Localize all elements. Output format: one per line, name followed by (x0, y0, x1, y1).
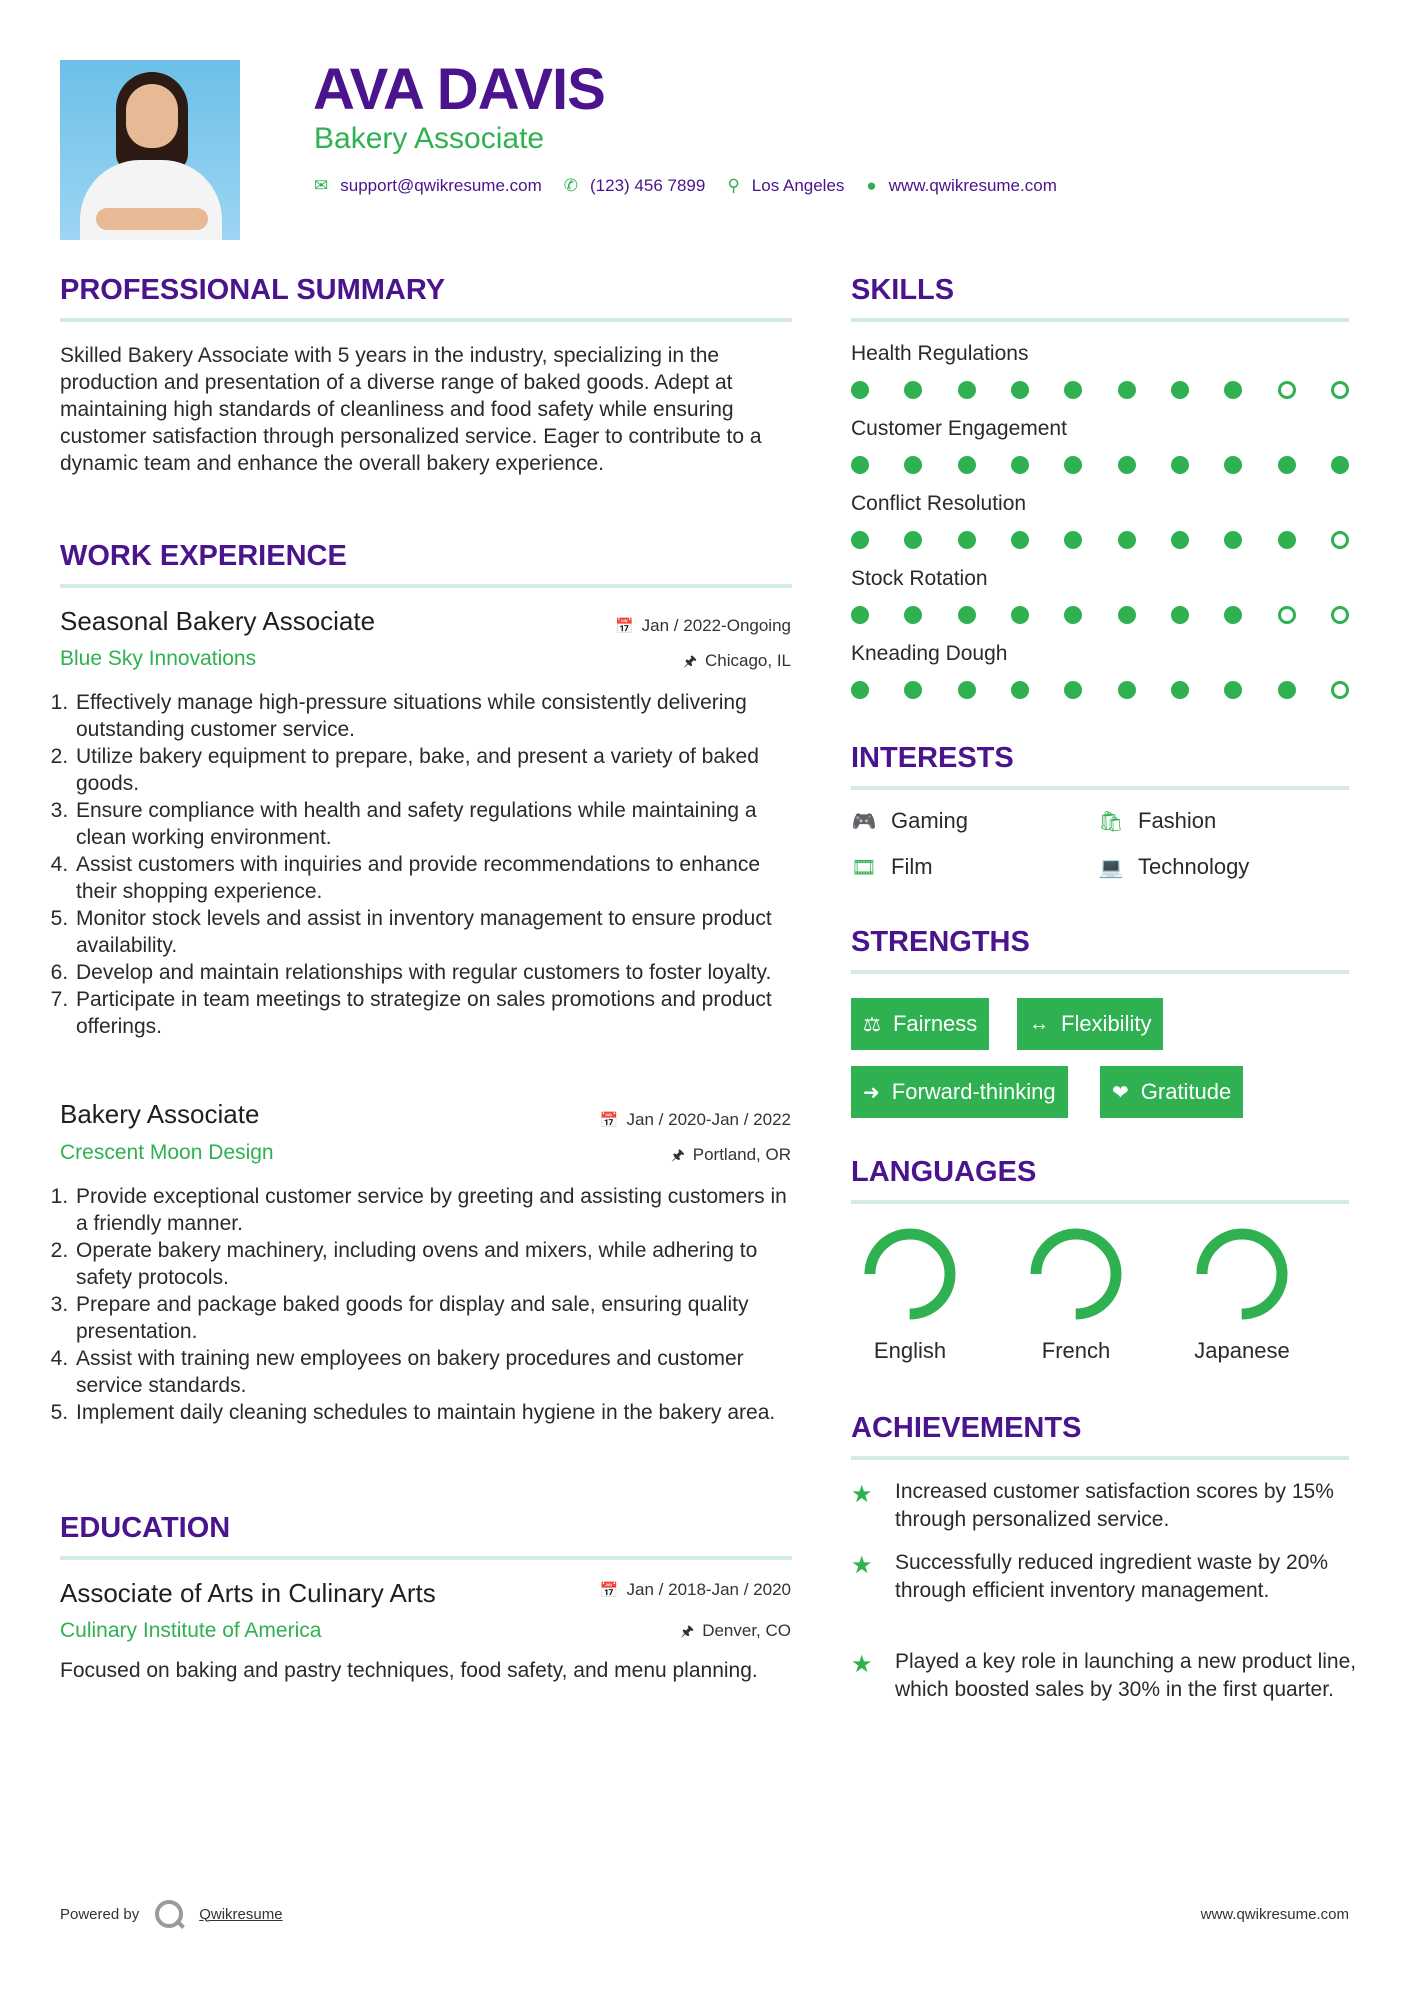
map-pin-icon: ⚲ (727, 176, 740, 195)
skill-dot-filled (851, 606, 869, 624)
skill-dot-filled (958, 456, 976, 474)
interest-item: 🎮 Gaming (851, 808, 969, 833)
list-item: 1. Provide exceptional customer service by greeting and assisting customers in a friendly manner. (74, 1183, 792, 1237)
achievement-item: ★ Played a key role in launching a new product line, which boosted sales by 30% in the first quarter. (851, 1648, 1361, 1704)
skill-dot-filled (1064, 681, 1082, 699)
skill-dot-filled (958, 606, 976, 624)
contact-phone[interactable]: (123) 456 7899 (590, 176, 706, 195)
summary-text: Skilled Bakery Associate with 5 years in the industry, specializing in the production and presentation of a diverse range of baked goods. Adept at maintaining high standards of cleanliness and food safety while ensuring customer satisfaction through personalized service. Eager to contribute to a dynamic team and enhance the overall bakery experience. (60, 344, 762, 475)
star-icon: ★ (851, 1552, 873, 1579)
language-label: French (1041, 1338, 1111, 1363)
list-item: 4. Assist with training new employees on bakery procedures and customer service standards. (74, 1345, 792, 1399)
education-text: Focused on baking and pastry techniques, food safety, and menu planning. (60, 1659, 758, 1682)
skill-dot-filled (1278, 681, 1296, 699)
skills-heading: SKILLS (851, 274, 955, 306)
list-item: 2. Operate bakery machinery, including ovens and mixers, while adhering to safety protocols. (74, 1237, 792, 1291)
qwikresume-logo-icon (155, 1900, 183, 1928)
list-item: 5. Monitor stock levels and assist in inventory management to ensure product availability. (74, 905, 792, 959)
footer-powered-by: Powered by Qwikresume (60, 1900, 283, 1928)
experience-heading: WORK EXPERIENCE (60, 540, 347, 572)
shopping-bag-icon: 🛍 (1098, 810, 1124, 833)
job-1-title: Seasonal Bakery Associate (60, 606, 376, 636)
skill-dot-filled (904, 381, 922, 399)
calendar-icon: 📅 (599, 1582, 619, 1599)
skill-dot-filled (1118, 606, 1136, 624)
skill-dot-filled (904, 456, 922, 474)
pin-icon: 🖈 (683, 653, 697, 670)
achievements-rule (851, 1456, 1349, 1460)
skill-dot-filled (1064, 606, 1082, 624)
skill-dot-filled (958, 531, 976, 549)
job-1-dates: 📅 Jan / 2022-Ongoing (614, 616, 791, 635)
job-2-title: Bakery Associate (60, 1099, 260, 1129)
skill-dot-empty (1331, 681, 1349, 699)
job-title: Bakery Associate (314, 122, 545, 155)
job-2-location: 🖈 Portland, OR (670, 1145, 791, 1164)
skill-dot-filled (851, 381, 869, 399)
skill-label: Stock Rotation (851, 567, 988, 590)
languages-heading: LANGUAGES (851, 1156, 1037, 1188)
skill-dot-filled (1171, 531, 1189, 549)
skill-dot-filled (1224, 456, 1242, 474)
skill-dot-filled (1064, 381, 1082, 399)
skill-label: Kneading Dough (851, 642, 1008, 665)
skill-dot-filled (904, 681, 922, 699)
job-1-company: Blue Sky Innovations (60, 647, 257, 670)
skill-dot-filled (1011, 606, 1029, 624)
language-ring (1026, 1224, 1126, 1324)
strength-tag: ➜ Forward-thinking (851, 1066, 1068, 1118)
list-item: 7. Participate in team meetings to strategize on sales promotions and product offerings. (74, 986, 792, 1040)
summary-heading: PROFESSIONAL SUMMARY (60, 274, 446, 306)
skill-dot-filled (1171, 606, 1189, 624)
interests-rule (851, 786, 1349, 790)
education-rule (60, 1556, 792, 1560)
balance-scale-icon: ⚖ (863, 1013, 881, 1036)
strengths-rule (851, 970, 1349, 974)
skill-dot-filled (851, 531, 869, 549)
language-item (850, 1224, 970, 1364)
list-item: 6. Develop and maintain relationships with regular customers to foster loyalty. (74, 959, 792, 986)
language-ring (1192, 1224, 1292, 1324)
skill-dot-filled (1278, 531, 1296, 549)
list-item: 3. Ensure compliance with health and safety regulations while maintaining a clean working environment. (74, 797, 792, 851)
skill-dot-filled (1224, 381, 1242, 399)
interest-item: 💻 Technology (1098, 854, 1250, 879)
skills-rule (851, 318, 1349, 322)
job-2-duties (56, 1183, 792, 1426)
heart-icon: ❤ (1112, 1081, 1129, 1104)
arrows-horizontal-icon: ↔ (1029, 1012, 1049, 1035)
summary-rule (60, 318, 792, 322)
languages-rule (851, 1200, 1349, 1204)
interests-heading: INTERESTS (851, 742, 1014, 774)
skill-dot-filled (1171, 456, 1189, 474)
strength-tag: ⚖ Fairness (851, 998, 989, 1050)
list-item: 2. Utilize bakery equipment to prepare, bake, and present a variety of baked goods. (74, 743, 792, 797)
envelope-icon: ✉ (314, 176, 329, 195)
interest-item: 🎞 Film (851, 854, 933, 879)
strength-tag: ↔ Flexibility (1017, 998, 1163, 1050)
skill-dot-filled (1011, 381, 1029, 399)
interest-item: 🛍 Fashion (1098, 808, 1217, 833)
skill-dot-filled (958, 381, 976, 399)
brand-link[interactable]: Qwikresume (199, 1905, 283, 1923)
education-heading: EDUCATION (60, 1512, 231, 1544)
phone-icon: ✆ (563, 176, 578, 195)
skill-dot-empty (1278, 606, 1296, 624)
skill-dot-filled (1171, 681, 1189, 699)
skill-dot-filled (1011, 456, 1029, 474)
skill-dot-filled (1064, 456, 1082, 474)
skill-rating (851, 531, 1351, 551)
candidate-name: AVA DAVIS (313, 57, 605, 122)
globe-icon: ● (866, 176, 877, 195)
skill-dot-filled (1331, 456, 1349, 474)
language-item (1182, 1224, 1302, 1364)
skill-dot-filled (851, 456, 869, 474)
laptop-icon: 💻 (1098, 856, 1124, 879)
skill-dot-filled (1118, 681, 1136, 699)
achievement-item: ★ Increased customer satisfaction scores by 15% through personalized service. (851, 1478, 1361, 1534)
skill-dot-filled (1011, 531, 1029, 549)
skill-dot-filled (1118, 531, 1136, 549)
skill-dot-filled (1224, 606, 1242, 624)
skill-dot-filled (1224, 681, 1242, 699)
calendar-icon: 📅 (599, 1112, 619, 1129)
list-item: 1. Effectively manage high-pressure situations while consistently delivering outstanding customer service. (74, 689, 792, 743)
skill-label: Health Regulations (851, 342, 1029, 365)
film-icon: 🎞 (851, 856, 877, 879)
language-label: English (873, 1338, 947, 1363)
pin-icon: 🖈 (670, 1147, 685, 1164)
contact-location: Los Angeles (751, 176, 845, 195)
skill-dot-filled (1171, 381, 1189, 399)
list-item: 5. Implement daily cleaning schedules to maintain hygiene in the bakery area. (74, 1399, 792, 1426)
skill-dot-filled (1011, 681, 1029, 699)
skill-dot-filled (1118, 456, 1136, 474)
star-icon: ★ (851, 1481, 873, 1508)
skill-rating (851, 681, 1351, 701)
skill-rating (851, 606, 1351, 626)
skill-dot-filled (1278, 456, 1296, 474)
star-icon: ★ (851, 1651, 873, 1678)
contact-email[interactable]: support@qwikresume.com (340, 176, 542, 195)
skill-dot-filled (1224, 531, 1242, 549)
education-dates: 📅 Jan / 2018-Jan / 2020 (599, 1580, 791, 1599)
skill-dot-filled (904, 606, 922, 624)
experience-rule (60, 584, 792, 588)
skill-dot-empty (1331, 606, 1349, 624)
calendar-icon: 📅 (614, 618, 634, 635)
skill-dot-filled (851, 681, 869, 699)
skill-label: Customer Engagement (851, 417, 1067, 440)
job-2-company: Crescent Moon Design (60, 1141, 274, 1164)
job-2-dates: 📅 Jan / 2020-Jan / 2022 (599, 1110, 791, 1129)
strength-tag: ❤ Gratitude (1100, 1066, 1243, 1118)
footer-url[interactable]: www.qwikresume.com (1200, 1906, 1349, 1923)
skill-dot-empty (1331, 381, 1349, 399)
profile-photo (60, 60, 240, 240)
pin-icon: 🖈 (680, 1623, 695, 1640)
skill-rating (851, 381, 1351, 401)
list-item: 4. Assist customers with inquiries and provide recommendations to enhance their shopping experience. (74, 851, 792, 905)
achievement-item: ★ Successfully reduced ingredient waste by 20% through efficient inventory management. (851, 1549, 1361, 1605)
contact-bar (314, 176, 1079, 196)
strengths-heading: STRENGTHS (851, 926, 1030, 958)
achievements-heading: ACHIEVEMENTS (851, 1412, 1082, 1444)
language-ring (860, 1224, 960, 1324)
arrow-right-icon: ➜ (863, 1081, 880, 1104)
language-item (1016, 1224, 1136, 1364)
skill-dot-filled (958, 681, 976, 699)
skill-dot-empty (1278, 381, 1296, 399)
skill-label: Conflict Resolution (851, 492, 1027, 515)
skill-rating (851, 456, 1351, 476)
skill-dot-filled (904, 531, 922, 549)
contact-website[interactable]: www.qwikresume.com (888, 176, 1057, 195)
language-label: Japanese (1194, 1338, 1290, 1363)
list-item: 3. Prepare and package baked goods for display and sale, ensuring quality presentation. (74, 1291, 792, 1345)
job-1-duties (56, 689, 792, 1040)
gamepad-icon: 🎮 (851, 810, 877, 833)
job-1-location: 🖈 Chicago, IL (683, 651, 791, 670)
skill-dot-empty (1331, 531, 1349, 549)
school-name: Culinary Institute of America (60, 1619, 322, 1642)
education-location: 🖈 Denver, CO (680, 1621, 791, 1640)
skill-dot-filled (1064, 531, 1082, 549)
skill-dot-filled (1118, 381, 1136, 399)
degree-title: Associate of Arts in Culinary Arts (60, 1578, 436, 1608)
